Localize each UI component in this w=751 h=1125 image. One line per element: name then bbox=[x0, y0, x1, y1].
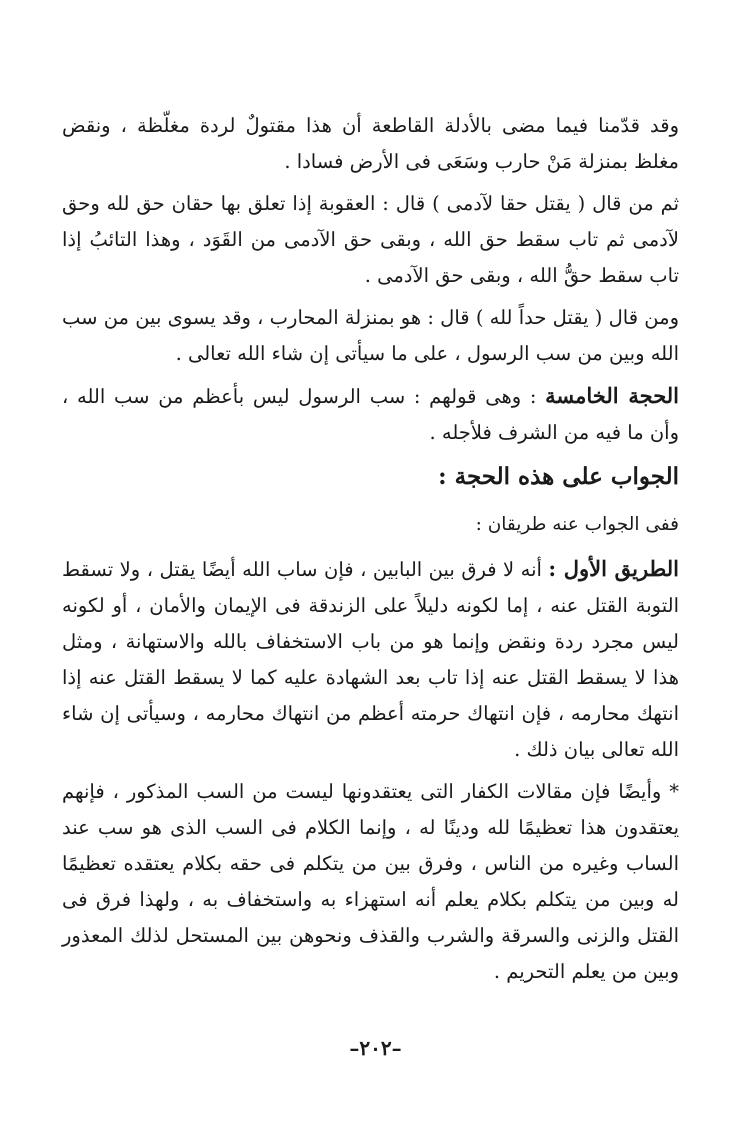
first-way-text: أنه لا فرق بين البابين ، فإن ساب الله أيضًا يقتل ، ولا تسقط التوبة القتل عنه ، إما لكونه دليلاً على الزندقة فى الإيمان والأمان ، أو لكونه ليس مجرد ردة ونقض وإنما هو من باب الاستخفاف بالله والاستهانة ، ومثل هذا لا يسقط القتل عنه إذا تاب بعد الشهادة عليه كما لا يسقط القتل عنه إذا انتهك محارمه ، فإن انتهاك حرمته أعظم من انتهاك محارمه ، وسيأتى إن شاء الله تعالى بيان ذلك . bbox=[62, 558, 679, 761]
argument-five-label: الحجة الخامسة bbox=[545, 383, 679, 408]
paragraph-7: * وأيضًا فإن مقالات الكفار التى يعتقدونها ليست من السب المذكور ، فإنهم يعتقدون هذا تعظيمًا لله ودينًا له ، وإنما الكلام فى السب الذى هو سب عند الساب وغيره من الناس ، وفرق بين من يتكلم فى حقه بكلام يعتقده تعظيمًا له وبين من يتكلم بكلام يعلم أنه استهزاء به واستخفاف به ، ولهذا فرق فى القتل والزنى والسرقة والشرب والقذف ونحوهن بين المستحل لذلك المعذور وبين من يعلم التحريم . bbox=[62, 780, 679, 983]
argument-five-text: : وهى قولهم : سب الرسول ليس بأعظم من سب الله ، وأن ما فيه من الشرف فلأجله . bbox=[62, 385, 679, 444]
first-way-label: الطريق الأول : bbox=[548, 556, 679, 581]
paragraph-5: ففى الجواب عنه طريقان : bbox=[475, 514, 679, 535]
page-number: –٢٠٢– bbox=[349, 1036, 402, 1060]
paragraph-3: ومن قال ( يقتل حداً لله ) قال : هو بمنزلة المحارب ، وقد يسوى بين من سب الله وبين من سب الرسول ، على ما سيأتى إن شاء الله تعالى . bbox=[62, 306, 679, 365]
paragraph-1: وقد قدّمنا فيما مضى بالأدلة القاطعة أن هذا مقتولٌ لردة مغلّظة ، ونقض مغلظ بمنزلة مَنْ حارب وسَعَى فى الأرض فسادا . bbox=[62, 114, 679, 173]
section-heading: الجواب على هذه الحجة : bbox=[438, 463, 679, 490]
paragraph-2: ثم من قال ( يقتل حقا لآدمى ) قال : العقوبة إذا تعلق بها حقان حق لله وحق لآدمى ثم تاب سقط حق الله ، وبقى حق الآدمى من القَوَد ، وهذا التائبُ إذا تاب سقط حقُّ الله ، وبقى حق الآدمى . bbox=[62, 192, 679, 287]
page-body bbox=[62, 108, 679, 996]
paragraph-6 bbox=[62, 551, 679, 768]
paragraph-4 bbox=[62, 378, 679, 451]
